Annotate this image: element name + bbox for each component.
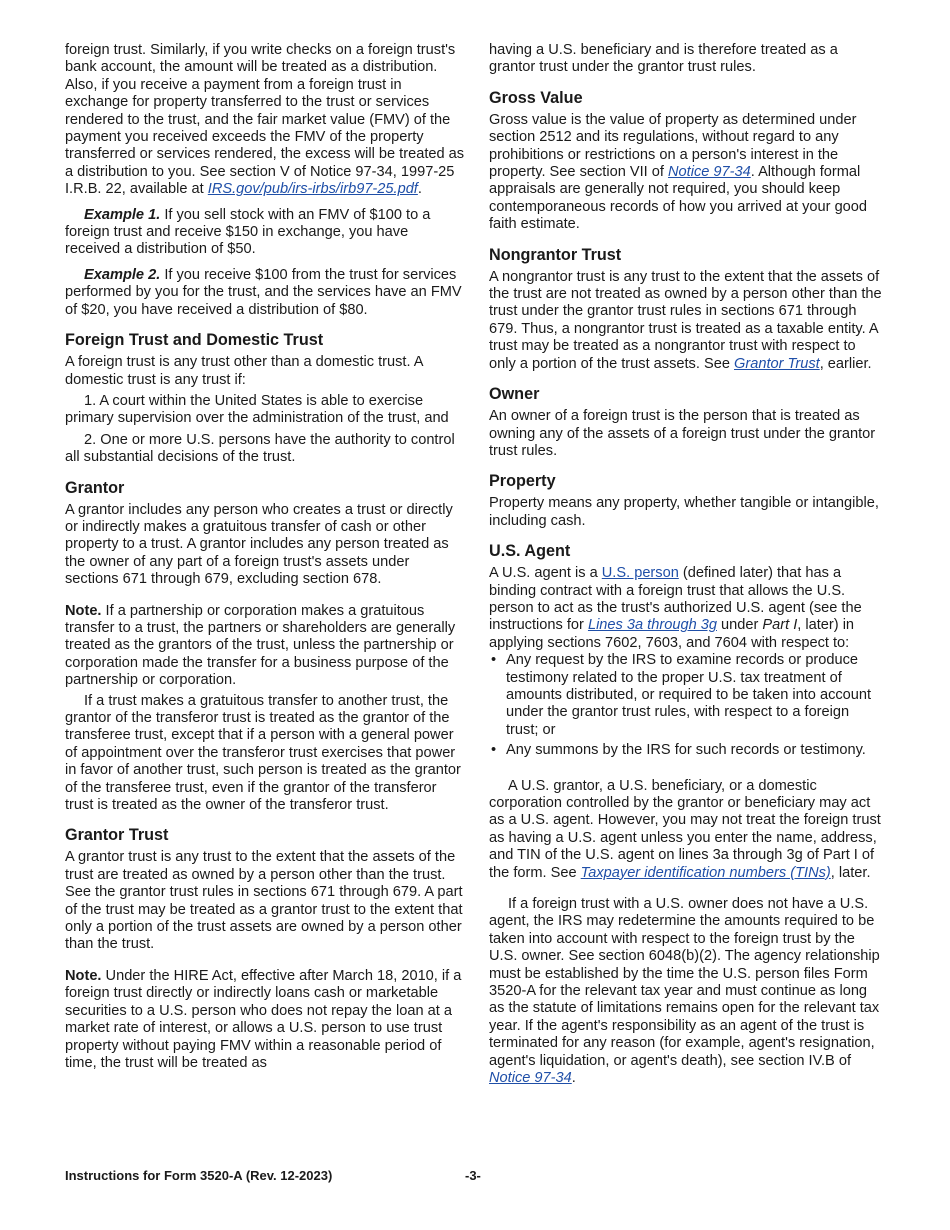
heading-us-agent: U.S. Agent <box>489 542 571 561</box>
text: , later) in applying sections 7602, 7603, and 7604 with respect to: <box>489 617 855 651</box>
page-number: -3- <box>465 1168 481 1183</box>
grantor-paragraph: A grantor includes any person who creates a trust or directly or indirectly makes a gratuitous transfer of cash or other property to a trust. A grantor includes any person treated as the owner of any part of a foreign trust's assets under sections 671 through 679, excluding section 678. <box>65 501 453 588</box>
list-item-1: 1. A court within the United States is able to exercise primary supervision over the administration of the trust, and <box>65 392 449 427</box>
distribution-paragraph <box>65 42 465 199</box>
property-paragraph: Property means any property, whether tangible or intangible, including cash. <box>489 495 879 529</box>
left-column <box>65 42 465 1080</box>
us-agent-paragraph <box>489 565 884 652</box>
heading-owner: Owner <box>489 385 540 404</box>
text: . <box>417 181 422 198</box>
bullet-item <box>489 742 884 759</box>
text: . Although formal appraisals are generally not required, you should keep contemporaneous records of how you arrived at your good faith estimate. <box>489 164 868 233</box>
heading-gross-value: Gross Value <box>489 88 583 107</box>
owner-paragraph: An owner of a foreign trust is the person that is treated as owning any of the assets of a foreign trust under the grantor trust rules. <box>489 408 876 459</box>
note-partnership <box>65 603 465 690</box>
irb-link[interactable]: IRS.gov/pub/irs-irbs/irb97-25.pdf <box>207 181 418 198</box>
grantor-trust-link[interactable]: Grantor Trust <box>734 355 820 372</box>
text: (defined later) that has a binding contract with a foreign trust that allows the U.S. person to act as the trust's authorized U.S. agent (see the instructions for <box>489 565 862 634</box>
example-1 <box>65 207 465 259</box>
text: A nongrantor trust is any trust to the extent that the assets of the trust are not treated as owned by a person other than the trust under the grantor trust rules in sections 671 through 679. Thus, a nongrantor trust is treated as a taxable entity. A trust may be treated as a nongrantor trust with respect to only a portion of the trust assets. See <box>489 268 882 372</box>
text: If a partnership or corporation makes a gratuitous transfer to a trust, the partners or shareholders are generally treated as the grantors of the trust, unless the partnership or corporation made the transfer for a business purpose of the partnership or corporation. <box>65 602 456 689</box>
lines-3a-3g-link[interactable]: Lines 3a through 3g <box>587 617 717 634</box>
text: If a foreign trust with a U.S. owner does not have a U.S. agent, the IRS may redetermine the amounts required to be taken into account with respect to the foreign trust by the U.S. owner. See section 6048(b)(2). The agency relationship must be established by the time the U.S. person files Form 3520-A for the relevant tax year and must continue as long as the statute of limitations remains open for the relevant tax year. If the agent's responsibility as an agent of the trust is terminated for any reason (for example, agent's resignation, agent's liquidation, or agent's death), see section IV.B of <box>489 896 880 1069</box>
text: If you sell stock with an FMV of $100 to a foreign trust and receive $150 in exchange, you have received a distribution of $50. <box>65 206 431 258</box>
notice-97-34-link[interactable]: Notice 97-34 <box>489 1070 572 1087</box>
example-label: Example 1. <box>84 206 161 223</box>
heading-property: Property <box>489 472 556 491</box>
continuation-paragraph: having a U.S. beneficiary and is therefore treated as a grantor trust under the grantor trust rules. <box>489 42 838 76</box>
us-agent-paragraph-2 <box>489 778 884 882</box>
text: Any summons by the IRS for such records or testimony. <box>506 742 866 759</box>
text: Any request by the IRS to examine records or produce testimony related to the proper U.S. tax treatment of amounts distributed, or required to be taken into account under the grantor trust rules, with respect to a foreign trust; or <box>506 652 872 738</box>
text: If you receive $100 from the trust for services performed by you for the trust, and the services have an FMV of $20, you have received a distribution of $80. <box>65 266 462 318</box>
bullet-icon: • <box>491 652 497 669</box>
heading-grantor: Grantor <box>65 478 125 497</box>
text: A U.S. grantor, a U.S. beneficiary, or a domestic corporation controlled by the grantor or beneficiary may act as a U.S. agent. However, you may not treat the foreign trust as having a U.S. agent unless you enter the name, address, and TIN of the U.S. agent on lines 3a through 3g of Part I of the form. See <box>489 777 881 881</box>
right-column <box>489 42 884 1096</box>
text: A U.S. agent is a <box>489 565 602 582</box>
example-label: Example 2. <box>84 266 161 283</box>
note-hire-act <box>65 968 465 1072</box>
foreign-trust-paragraph: A foreign trust is any trust other than a domestic trust. A domestic trust is any trust if: <box>65 354 423 388</box>
list-item-2: 2. One or more U.S. persons have the authority to control all substantial decisions of the trust. <box>65 431 455 466</box>
gross-value-paragraph <box>489 112 884 234</box>
us-agent-paragraph-3 <box>489 896 884 1087</box>
grantor-trust-paragraph: A grantor trust is any trust to the extent that the assets of the trust are treated as owned by a person other than the trust. See the grantor trust rules in sections 671 through 679. A part of the trust may be treated as a grantor trust to the extent that only a portion of the trust assets are owned by a person other than the trust. <box>65 849 463 953</box>
tin-link[interactable]: Taxpayer identification numbers (TINs) <box>580 864 831 881</box>
nongrantor-paragraph <box>489 269 884 373</box>
us-person-link[interactable]: U.S. person <box>601 565 679 582</box>
note-label: Note. <box>65 967 102 984</box>
text: Under the HIRE Act, effective after March 18, 2010, if a foreign trust directly or indirectly loans cash or marketable securities to a U.S. person who does not repay the loan at a market rate of interest, or allows a U.S. person to use trust property without paying FMV within a reasonable period of time, the trust will be treated as <box>65 967 462 1071</box>
part-i-text: Part I <box>762 617 798 634</box>
note-label: Note. <box>65 602 102 619</box>
text: . <box>571 1070 576 1087</box>
text: Gross value is the value of property as determined under section 2512 and its regulations, without regard to any prohibitions or restrictions on a person's interest in the property. See section VII of <box>489 111 857 181</box>
text: , later. <box>830 864 871 881</box>
heading-foreign-domestic-trust: Foreign Trust and Domestic Trust <box>65 331 324 350</box>
text: foreign trust. Similarly, if you write checks on a foreign trust's bank account, the amount will be treated as a distribution. Also, if you receive a payment from a foreign trust in exchange for property transferred to the trust or services rendered to the trust, and the fair market value (FMV) of the payment you received exceeds the FMV of the property transferred or services rendered, the excess will be treated as a distribution to you. See section V of Notice 97-34, 1997-25 I.R.B. 22, available at <box>65 42 465 198</box>
form-title: Instructions for Form 3520-A (Rev. 12-2023) <box>65 1168 333 1183</box>
bullet-icon: • <box>491 742 497 759</box>
example-2 <box>65 267 465 319</box>
notice-97-34-link[interactable]: Notice 97-34 <box>668 164 751 181</box>
text: under <box>716 617 763 634</box>
grantor-paragraph-2: If a trust makes a gratuitous transfer to another trust, the grantor of the transferor trust is treated as the grantor of the transferee trust, except that if a person with a general power of appointment over the transferor trust exercises that power in favor of another trust, such person is treated as the grantor of the transferee trust, even if the grantor of the transferor trust is treated as the owner of the transferor trust. <box>65 692 461 814</box>
heading-nongrantor-trust: Nongrantor Trust <box>489 245 622 264</box>
bullet-item <box>489 652 884 739</box>
heading-grantor-trust: Grantor Trust <box>65 826 169 845</box>
text: , earlier. <box>819 355 872 372</box>
